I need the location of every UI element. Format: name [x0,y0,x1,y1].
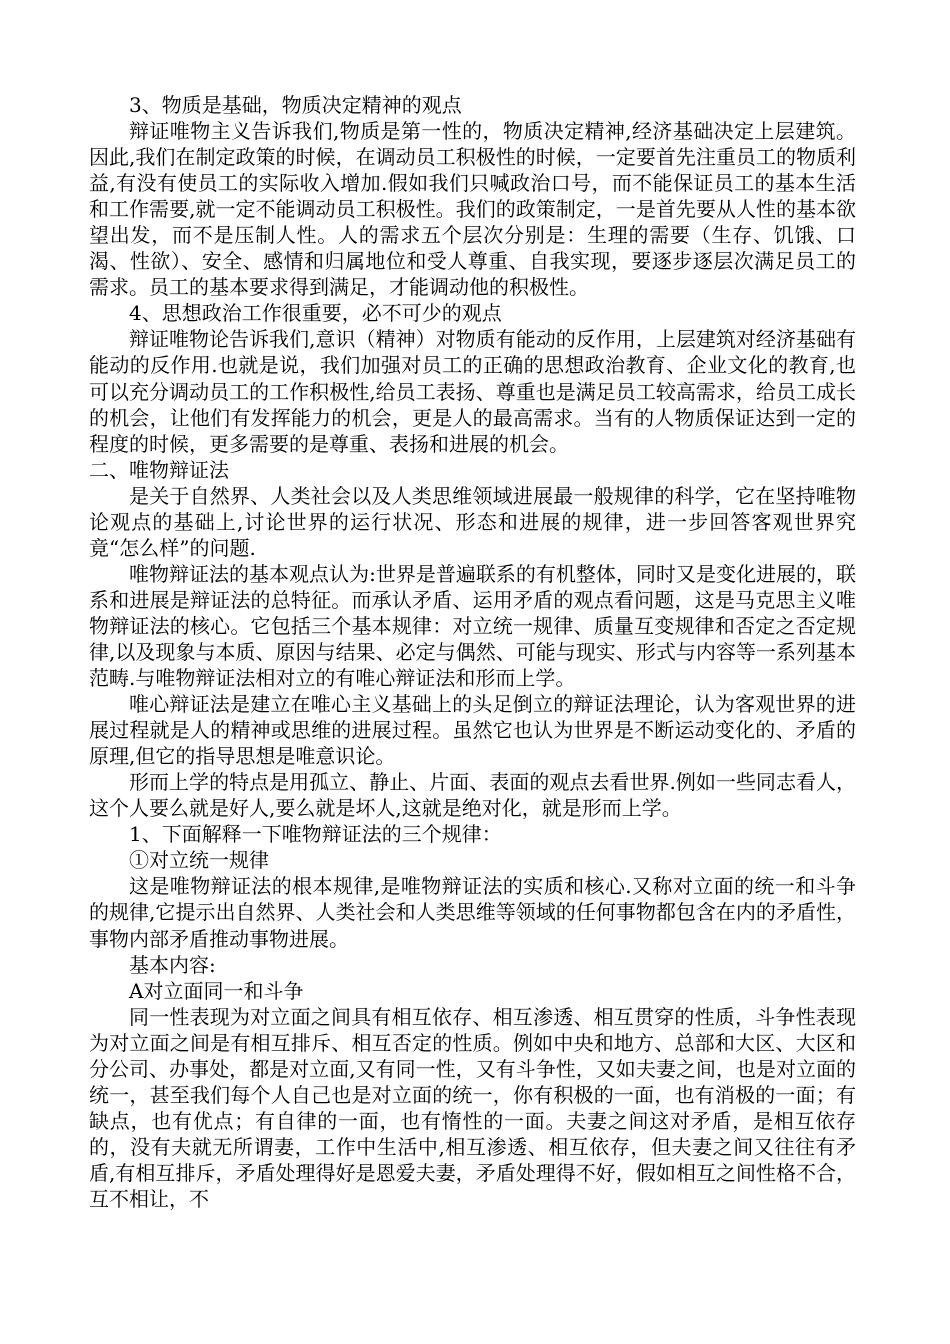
subheading-point-1: 1、下面解释一下唯物辩证法的三个规律： [129,822,502,847]
section-heading: 二、唯物辩证法 [89,457,229,482]
body-paragraph: 同一性表现为对立面之间具有相互依存、相互渗透、相互贯穿的性质，斗争性表现为对立面之间是有相互排斥、相互否定的性质。例如中央和地方、总部和大区、大区和分公司、办事处，都是对立面,又有同一性，又有斗争性，又如夫妻之间，也是对立面的统一，甚至我们每个人自己也是对立面的统一，你有积极的一面，也有消极的一面；有缺点，也有优点；有自律的一面，也有惰性的一面。夫妻之间这对矛盾，是相互依存的，没有夫就无所谓妻，工作中生活中,相互渗透、相互依存，但夫妻之间又往往有矛盾,有相互排斥，矛盾处理得好是恩爱夫妻，矛盾处理得不好，假如相互之间性格不合，互不相让，不 [89,1004,856,1211]
body-paragraph: 辩证唯物论告诉我们,意识（精神）对物质有能动的反作用，上层建筑对经济基础有能动的反作用.也就是说，我们加强对员工的正确的思想政治教育、企业文化的教育,也可以充分调动员工的工作积极性,给员工表扬、尊重也是满足员工较高需求，给员工成长的机会，让他们有发挥能力的机会，更是人的最高需求。当有的人物质保证达到一定的程度的时候，更多需要的是尊重、表扬和进展的机会。 [89,327,856,456]
body-paragraph: 形而上学的特点是用孤立、静止、片面、表面的观点去看世界.例如一些同志看人，这个人要么就是好人,要么就是坏人,这就是绝对化，就是形而上学。 [89,770,856,821]
heading-point-3: 3、物质是基础，物质决定精神的观点 [129,93,462,117]
body-paragraph: 这是唯物辩证法的根本规律,是唯物辩证法的实质和核心.又称对立面的统一和斗争的规律,它提示出自然界、人类社会和人类思维等领域的任何事物都包含在内的矛盾性，事物内部矛盾推动事物进展。 [89,874,856,951]
body-paragraph: 是关于自然界、人类社会以及人类思维领域进展最一般规律的科学，它在坚持唯物论观点的基础上,讨论世界的运行状况、形态和进展的规律，进一步回答客观世界究竟“怎么样”的问题. [89,483,856,560]
subheading-a: A对立面同一和斗争 [129,978,304,1003]
body-paragraph: 唯物辩证法的基本观点认为:世界是普遍联系的有机整体，同时又是变化进展的，联系和进展是辩证法的总特征。而承认矛盾、运用矛盾的观点看问题，这是马克思主义唯物辩证法的核心。它包括三个基本规律：对立统一规律、质量互变规律和否定之否定规律,以及现象与本质、原因与结果、必定与偶然、可能与现实、形式与内容等一系列基本范畴.与唯物辩证法相对立的有唯心辩证法和形而上学。 [89,561,856,691]
body-paragraph: 辩证唯物主义告诉我们,物质是第一性的，物质决定精神,经济基础决定上层建筑。因此,我们在制定政策的时候，在调动员工积极性的时候，一定要首先注重员工的物质利益,有没有使员工的实际收入增加.假如我们只喊政治口号，而不能保证员工的基本生活和工作需要,就一定不能调动员工积极性。我们的政策制定，一是首先要从人性的基本欲望出发，而不是压制人性。人的需求五个层次分别是：生理的需要（生存、饥饿、口渴、性欲）、安全、感情和归属地位和受人尊重、自我实现，要逐步逐层次满足员工的需求。员工的基本要求得到满足，才能调动他的积极性。 [89,119,856,300]
label-basic-content: 基本内容: [129,952,216,977]
body-paragraph: 唯心辩证法是建立在唯心主义基础上的头足倒立的辩证法理论，认为客观世界的进展过程就是人的精神或思维的进展过程。虽然它也认为世界是不断运动变化的、矛盾的原理,但它的指导思想是唯意识论。 [89,692,856,769]
subheading-law-1: ①对立统一规律 [129,848,269,873]
heading-point-4: 4、思想政治工作很重要，必不可少的观点 [129,301,502,326]
